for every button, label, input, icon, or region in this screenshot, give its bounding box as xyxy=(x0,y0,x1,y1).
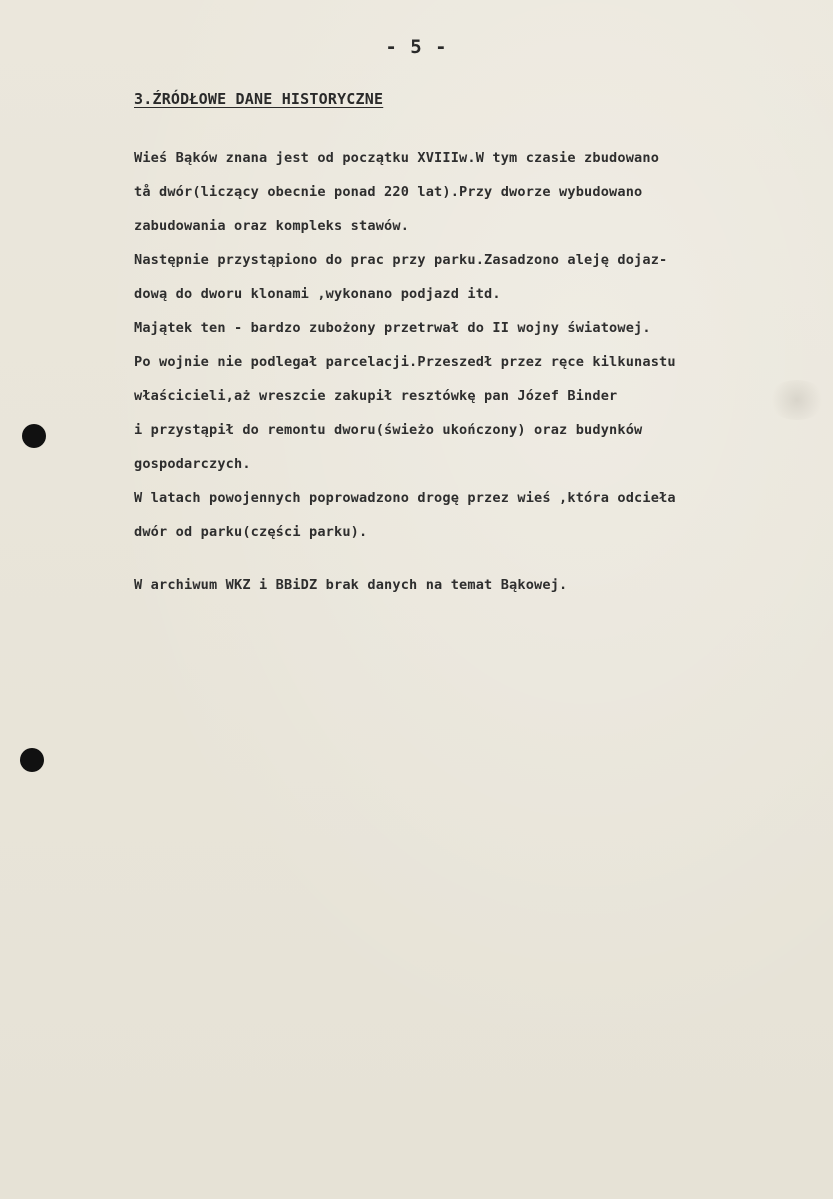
archive-note: W archiwum WKZ i BBiDZ brak danych na temat Bąkowej. xyxy=(134,577,568,593)
text-line: Majątek ten - bardzo zubożony przetrwał do II wojny światowej. xyxy=(134,320,651,336)
punch-hole xyxy=(22,424,46,448)
section-heading: 3.ŹRÓDŁOWE DANE HISTORYCZNE xyxy=(134,90,384,108)
punch-hole xyxy=(20,748,44,772)
text-line: zabudowania oraz kompleks stawów. xyxy=(134,218,410,234)
text-line: Wieś Bąków znana jest od początku XVIIIw.W tym czasie zbudowano xyxy=(134,150,660,166)
body-paragraph xyxy=(134,147,804,555)
paper-smudge xyxy=(767,380,827,420)
text-line: dwór od parku(części parku). xyxy=(134,524,368,540)
page-number: - 5 - xyxy=(385,36,448,58)
text-line: dową do dworu klonami ,wykonano podjazd itd. xyxy=(134,286,501,302)
text-line: Następnie przystąpiono do prac przy parku.Zasadzono aleję dojaz- xyxy=(134,252,668,268)
text-line: właścicieli,aż wreszcie zakupił resztówkę pan Józef Binder xyxy=(134,388,618,404)
text-line: gospodarczych. xyxy=(134,456,251,472)
text-line: W latach powojennych poprowadzono drogę przez wieś ,która odcieła xyxy=(134,490,676,506)
text-line: Po wojnie nie podlegał parcelacji.Przeszedł przez ręce kilkunastu xyxy=(134,354,676,370)
text-line: tå dwór(liczący obecnie ponad 220 lat).Przy dworze wybudowano xyxy=(134,184,643,200)
text-line: i przystąpił do remontu dworu(świeżo ukończony) oraz budynków xyxy=(134,422,643,438)
